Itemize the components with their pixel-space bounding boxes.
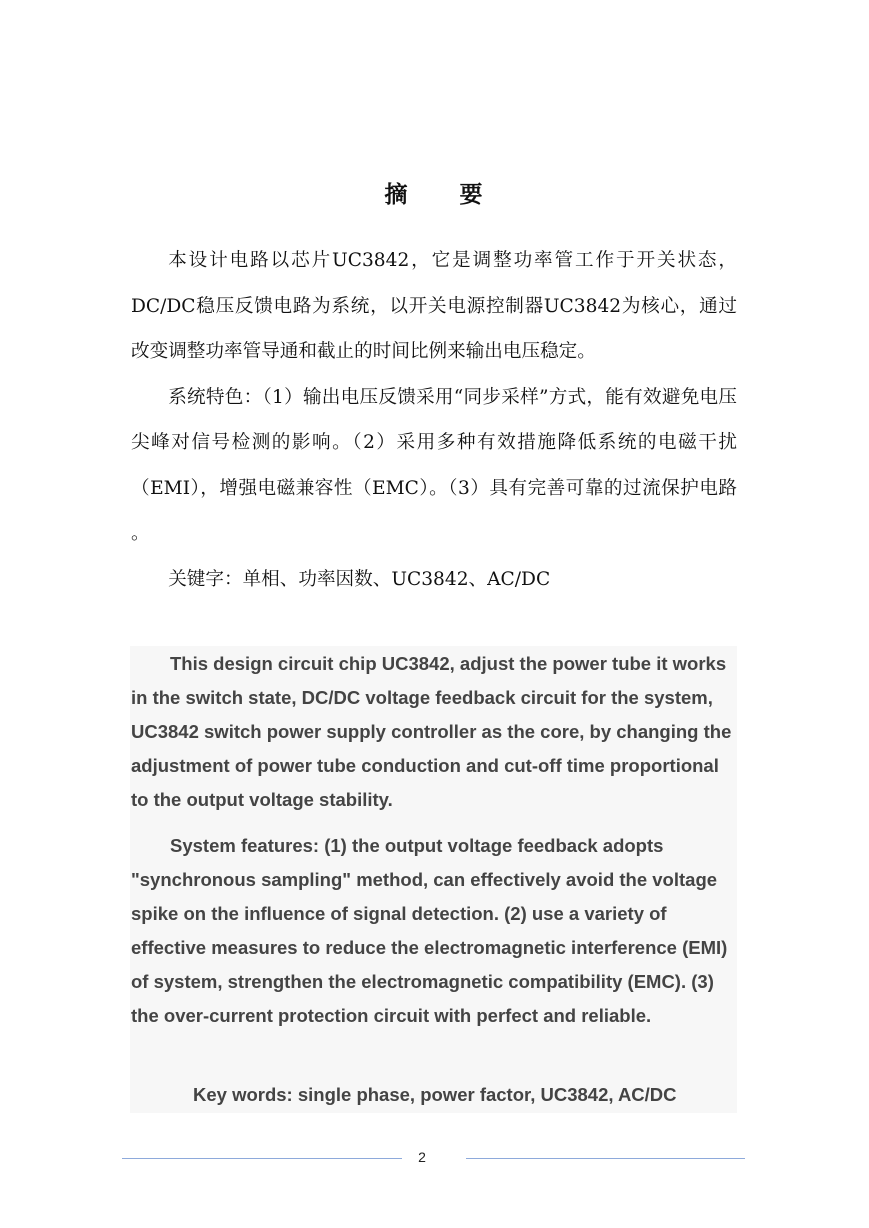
chinese-abstract-paragraph-1: 本设计电路以芯片UC3842，它是调整功率管工作于开关状态，DC/DC稳压反馈电路为系统，以开关电源控制器UC3842为核心，通过改变调整功率管导通和截止的时间比例来输出电压稳定。	[131, 250, 737, 362]
chinese-keywords: 关键字：单相、功率因数、UC3842、AC/DC	[168, 568, 551, 590]
chinese-abstract-paragraph-2: 系统特色：（1）输出电压反馈采用“同步采样”方式，能有效避免电压尖峰对信号检测的影响。（2）采用多种有效措施降低系统的电磁干扰（EMI），增强电磁兼容性（EMC）。（3）具有完善可靠的过流保护电路 。	[131, 386, 737, 544]
chinese-abstract	[131, 238, 737, 602]
footer-rule-left	[122, 1158, 402, 1159]
abstract-title: 摘 要	[384, 181, 485, 208]
english-abstract-paragraph-1: This design circuit chip UC3842, adjust the power tube it works in the switch state, DC/DC voltage feedback circuit for the system, UC3842 switch power supply controller as the core, by changing the adjustment of power tube conduction and cut-off time proportional to the output voltage stability.	[131, 653, 732, 810]
english-keywords: Key words: single phase, power factor, UC3842, AC/DC	[193, 1084, 677, 1105]
page-number: 2	[418, 1149, 426, 1165]
english-abstract	[130, 646, 737, 1113]
english-abstract-paragraph-2: System features: (1) the output voltage feedback adopts "synchronous sampling" method, can effectively avoid the voltage spike on the influence of signal detection. (2) use a variety of effective measures to reduce the electromagnetic interference (EMI) of system, strengthen the electromagnetic compatibility (EMC). (3) the over-current protection circuit with perfect and reliable.	[131, 835, 728, 1026]
footer-rule-right	[466, 1158, 745, 1159]
